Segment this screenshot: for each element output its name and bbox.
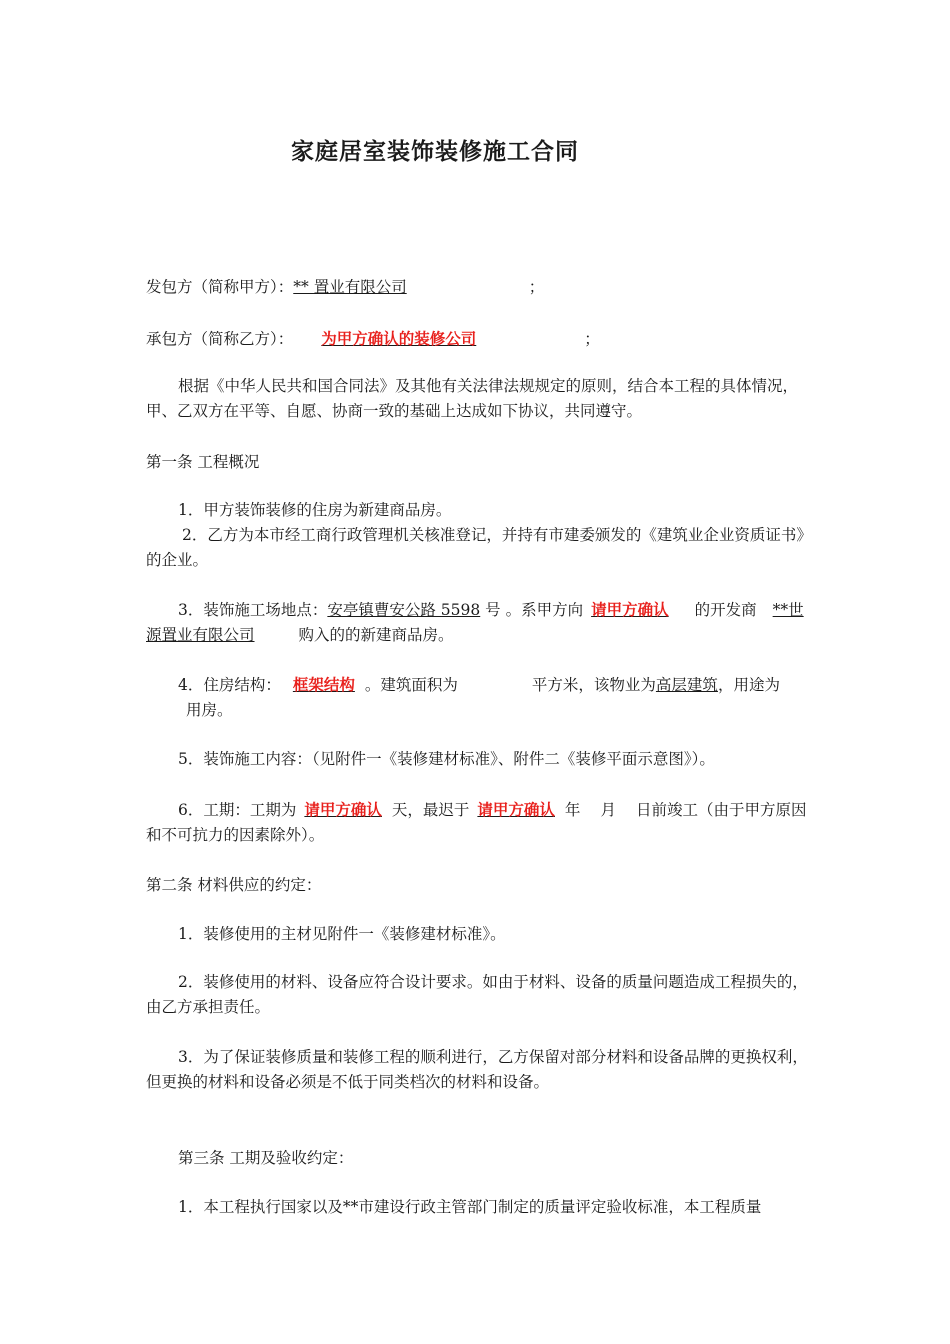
article3-item1: 1．本工程执行国家以及**市建设行政主管部门制定的质量评定验收标准，本工程质量 (178, 1198, 762, 1216)
usage-blank (146, 701, 186, 719)
day-blank (616, 801, 636, 819)
party-b-value: 为甲方确认的装修公司 (321, 329, 477, 348)
article2-heading: 第二条 材料供应的约定： (146, 876, 322, 894)
article2-item1: 1．装修使用的主材见附件一《装修建材标准》。 (178, 925, 506, 943)
party-a-label: 发包方（简称甲方）： (146, 278, 294, 296)
party-a-value: ** 置业有限公司 (293, 278, 407, 296)
party-a-line (146, 275, 810, 300)
party-b-line (146, 326, 810, 352)
article1-item4: 4．住房结构： 框架结构 。建筑面积为 平方米，该物业为高层建筑，用途为用房。 (146, 672, 810, 723)
article1-item3: 3．装饰施工场地点：安亭镇曹安公路 5598 号 。系甲方向 请甲方确认 的开发商 **世源置业有限公司 购入的的新建商品房。 (146, 600, 804, 644)
developer-confirm: 请甲方确认 (591, 600, 669, 619)
page-title: 家庭居室装饰装修施工合同 (291, 138, 579, 165)
article1-item6: 6．工期：工期为 请甲方确认 天，最迟于 请甲方确认 年 月 日前竣工（由于甲方原因和不可抗力的因素除外）。 (146, 800, 807, 844)
preamble: 根据《中华人民共和国合同法》及其他有关法律法规规定的原则，结合本工程的具体情况，甲、乙双方在平等、自愿、协商一致的基础上达成如下协议，共同遵守。 (146, 377, 799, 420)
area-blank (458, 676, 532, 694)
article1-item5: 5．装饰施工内容：（见附件一《装修建材标准》、附件二《装修平面示意图》）。 (178, 750, 715, 768)
article2-item2: 2．装修使用的材料、设备应符合设计要求。如由于材料、设备的质量问题造成工程损失的，由乙方承担责任。 (146, 973, 808, 1016)
party-b-label: 承包方（简称乙方）： (146, 330, 294, 348)
party-b-end: ； (584, 330, 600, 348)
month-blank (580, 801, 600, 819)
article1-heading: 第一条 工程概况 (146, 453, 260, 471)
address-value: 安亭镇曹安公路 5598 (327, 601, 481, 619)
structure-value: 框架结构 (292, 675, 355, 694)
article3-heading: 第三条 工期及验收约定： (178, 1149, 354, 1167)
year-value: 请甲方确认 (477, 800, 555, 819)
article1-item1: 1．甲方装饰装修的住房为新建商品房。 (178, 501, 452, 519)
developer-value: **世源置业有限公司 (146, 601, 804, 644)
article2-item3: 3．为了保证装修质量和装修工程的顺利进行，乙方保留对部分材料和设备品牌的更换权利，但更换的材料和设备必须是不低于同类档次的材料和设备。 (146, 1048, 808, 1091)
building-value: 高层建筑 (655, 676, 718, 694)
days-value: 请甲方确认 (304, 800, 382, 819)
party-a-end: ； (528, 278, 545, 296)
article1-item2: 2．乙方为本市经工商行政管理机关核准登记，并持有市建委颁发的《建筑业企业资质证书》的企业。 (146, 526, 805, 569)
